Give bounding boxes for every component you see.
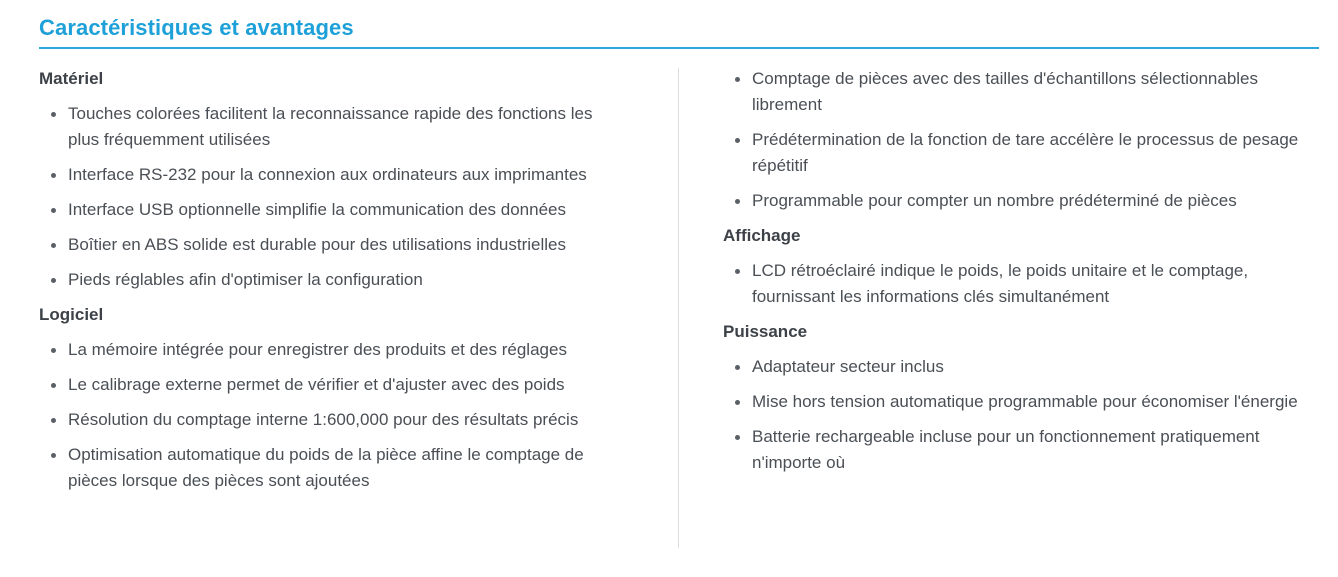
list-item-text: Le calibrage externe permet de vérifier et d'ajuster avec des poids	[68, 375, 565, 394]
list-item	[723, 127, 1313, 179]
bullet-icon	[735, 138, 740, 143]
bullet-icon	[51, 173, 56, 178]
section-heading-materiel: Matériel	[39, 69, 104, 88]
list-item	[39, 442, 609, 494]
list-item-text: Adaptateur secteur inclus	[752, 357, 944, 376]
list-item	[723, 424, 1313, 476]
list-item-text: Prédétermination de la fonction de tare accélère le processus de pesage répétitif	[752, 130, 1299, 175]
list-item-text: Programmable pour compter un nombre prédéterminé de pièces	[752, 191, 1237, 210]
page-title: Caractéristiques et avantages	[39, 15, 354, 40]
bullet-icon	[51, 208, 56, 213]
list-item	[39, 407, 609, 433]
list-item-text: Boîtier en ABS solide est durable pour des utilisations industrielles	[68, 235, 567, 254]
list-item	[39, 267, 609, 293]
bullet-icon	[735, 269, 740, 274]
list-item-text: Pieds réglables afin d'optimiser la configuration	[68, 270, 423, 289]
column-divider	[678, 68, 679, 548]
section-heading-puissance: Puissance	[723, 322, 808, 341]
list-item-text: LCD rétroéclairé indique le poids, le poids unitaire et le comptage, fournissant les informations clés simultanément	[752, 261, 1249, 306]
list-item-text: Batterie rechargeable incluse pour un fonctionnement pratiquement n'importe où	[752, 427, 1260, 472]
list-item	[723, 258, 1313, 310]
list-item	[39, 232, 609, 258]
list-item-text: Résolution du comptage interne 1:600,000 pour des résultats précis	[68, 410, 579, 429]
bullet-icon	[51, 348, 56, 353]
section-heading-affichage: Affichage	[723, 226, 801, 245]
list-item-text: Touches colorées facilitent la reconnaissance rapide des fonctions les plus fréquemment utilisées	[68, 104, 593, 149]
left-column	[39, 66, 609, 503]
logiciel-list-continued	[723, 66, 1313, 214]
bullet-icon	[51, 383, 56, 388]
section-heading-logiciel: Logiciel	[39, 305, 104, 324]
materiel-list	[39, 101, 609, 293]
bullet-icon	[51, 243, 56, 248]
right-column	[723, 66, 1313, 485]
title-underline	[39, 47, 1319, 49]
list-item	[39, 101, 609, 153]
bullet-icon	[735, 365, 740, 370]
list-item-text: Comptage de pièces avec des tailles d'échantillons sélectionnables librement	[752, 69, 1258, 114]
list-item-text: Optimisation automatique du poids de la pièce affine le comptage de pièces lorsque des pièces sont ajoutées	[68, 445, 584, 490]
bullet-icon	[51, 112, 56, 117]
bullet-icon	[735, 435, 740, 440]
puissance-list	[723, 354, 1313, 476]
list-item	[723, 188, 1313, 214]
affichage-list	[723, 258, 1313, 310]
list-item	[39, 372, 609, 398]
list-item	[39, 337, 609, 363]
list-item-text: Interface USB optionnelle simplifie la communication des données	[68, 200, 566, 219]
bullet-icon	[735, 77, 740, 82]
logiciel-list	[39, 337, 609, 494]
list-item-text: Mise hors tension automatique programmable pour économiser l'énergie	[752, 392, 1298, 411]
bullet-icon	[51, 278, 56, 283]
list-item	[39, 197, 609, 223]
bullet-icon	[735, 400, 740, 405]
list-item	[723, 66, 1313, 118]
bullet-icon	[51, 453, 56, 458]
list-item	[723, 354, 1313, 380]
list-item	[39, 162, 609, 188]
list-item-text: Interface RS-232 pour la connexion aux ordinateurs aux imprimantes	[68, 165, 587, 184]
list-item	[723, 389, 1313, 415]
list-item-text: La mémoire intégrée pour enregistrer des produits et des réglages	[68, 340, 567, 359]
bullet-icon	[735, 199, 740, 204]
bullet-icon	[51, 418, 56, 423]
